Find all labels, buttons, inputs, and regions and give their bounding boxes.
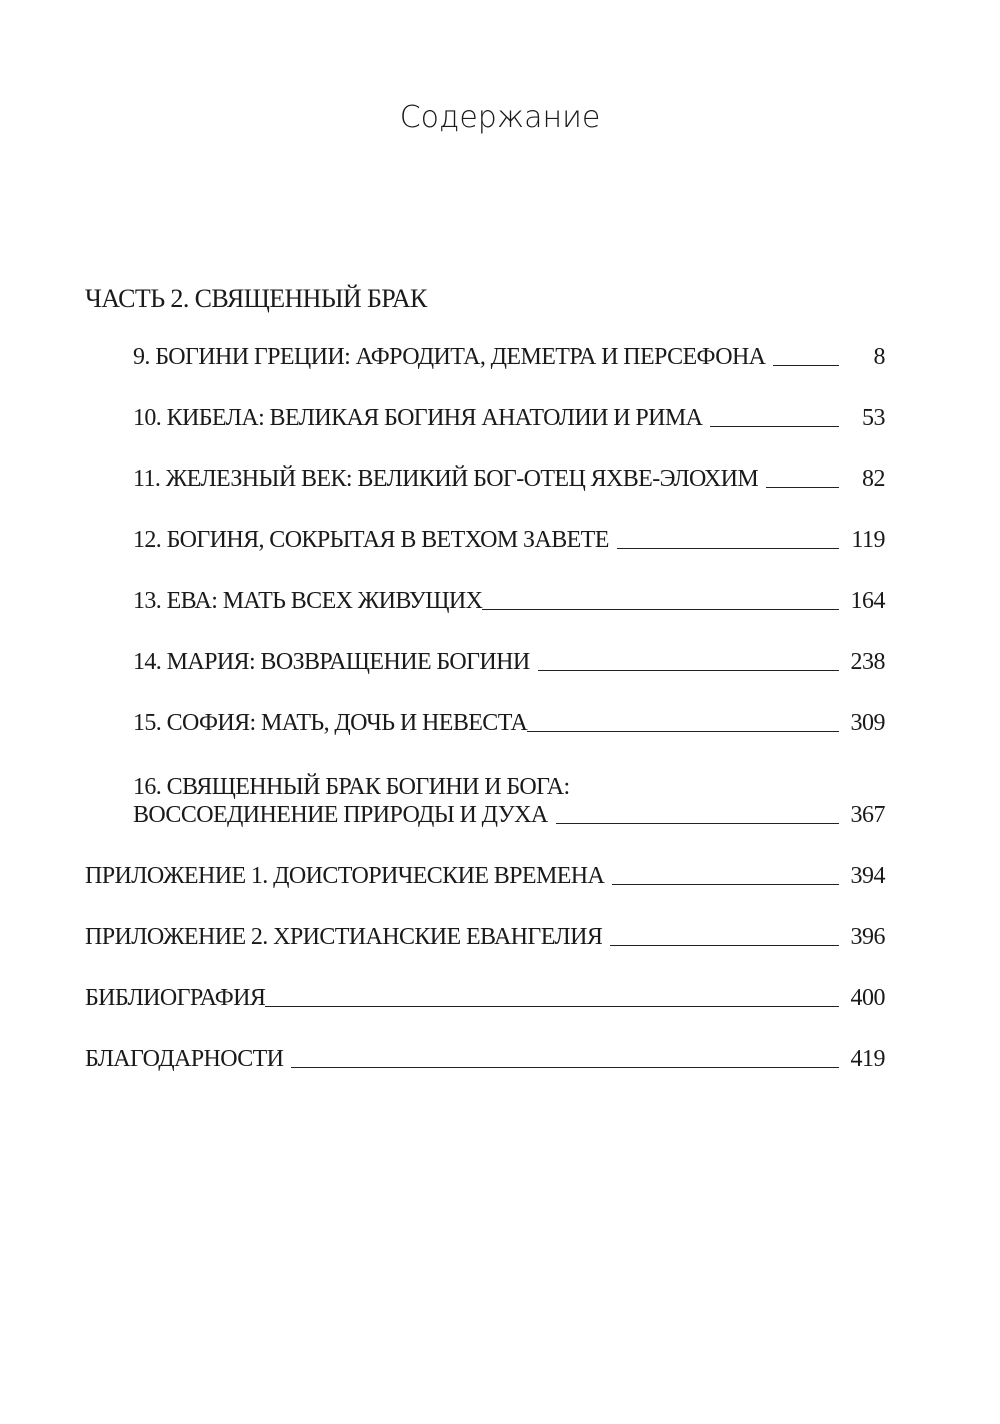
page-title: Содержание [399, 100, 601, 135]
toc-entry-label: 15. СОФИЯ: МАТЬ, ДОЧЬ И НЕВЕСТА [133, 710, 528, 736]
toc-entry-page: 309 [850, 710, 885, 736]
toc-entry-label: 14. МАРИЯ: ВОЗВРАЩЕНИЕ БОГИНИ [133, 649, 530, 675]
toc-entry[interactable] [85, 985, 885, 1012]
toc-entry[interactable] [85, 924, 885, 951]
toc-entry[interactable] [133, 588, 885, 615]
toc-entry-label: 9. БОГИНИ ГРЕЦИИ: АФРОДИТА, ДЕМЕТРА И ПЕРСЕФОНА [133, 344, 766, 370]
leader-line [538, 670, 839, 671]
toc-entry-page: 119 [851, 527, 885, 553]
leader-line [527, 731, 839, 732]
toc-entry-label: БИБЛИОГРАФИЯ [85, 985, 266, 1011]
toc-entry-page: 53 [862, 405, 885, 431]
toc-entry[interactable] [85, 1046, 885, 1073]
toc-entry[interactable] [133, 710, 885, 737]
toc-entry-label: БЛАГОДАРНОСТИ [85, 1046, 284, 1072]
toc-entry-label: ПРИЛОЖЕНИЕ 1. ДОИСТОРИЧЕСКИЕ ВРЕМЕНА [85, 863, 605, 889]
toc-entry[interactable] [85, 863, 885, 890]
toc-entry-label: 10. КИБЕЛА: ВЕЛИКАЯ БОГИНЯ АНАТОЛИИ И РИМА [133, 405, 703, 431]
toc-entry-page: 400 [850, 985, 885, 1011]
leader-line [617, 548, 839, 549]
leader-line [556, 823, 839, 824]
leader-line [265, 1006, 839, 1007]
toc-entry-label: 12. БОГИНЯ, СОКРЫТАЯ В ВЕТХОМ ЗАВЕТЕ [133, 527, 609, 553]
leader-line [710, 426, 839, 427]
leader-line [766, 487, 839, 488]
leader-line [773, 365, 839, 366]
part-heading: ЧАСТЬ 2. СВЯЩЕННЫЙ БРАК [85, 284, 427, 313]
toc-entry-label: 13. ЕВА: МАТЬ ВСЕХ ЖИВУЩИХ [133, 588, 483, 614]
toc-entry[interactable] [133, 466, 885, 493]
leader-line [291, 1067, 839, 1068]
toc-entry-line1: 16. СВЯЩЕННЫЙ БРАК БОГИНИ И БОГА: [133, 774, 570, 800]
toc-entry-page: 396 [850, 924, 885, 950]
toc-entry-page: 367 [850, 802, 885, 828]
toc-entry-label: ПРИЛОЖЕНИЕ 2. ХРИСТИАНСКИЕ ЕВАНГЕЛИЯ [85, 924, 603, 950]
toc-entry-page: 238 [850, 649, 885, 675]
toc-entry-page: 82 [862, 466, 885, 492]
toc-entry[interactable] [133, 802, 885, 829]
toc-entry-page: 8 [873, 344, 885, 370]
leader-line [612, 884, 839, 885]
leader-line [482, 609, 839, 610]
toc-entry-label: 11. ЖЕЛЕЗНЫЙ ВЕК: ВЕЛИКИЙ БОГ-ОТЕЦ ЯХВЕ-ЭЛОХИМ [133, 466, 759, 492]
toc-entry-page: 419 [850, 1046, 885, 1072]
toc-entry[interactable] [133, 527, 885, 554]
toc-entry-page: 394 [850, 863, 885, 889]
toc-entry-page: 164 [850, 588, 885, 614]
toc-entry[interactable] [133, 344, 885, 371]
toc-entry[interactable] [133, 649, 885, 676]
leader-line [610, 945, 839, 946]
toc-entry-label: ВОССОЕДИНЕНИЕ ПРИРОДЫ И ДУХА [133, 802, 548, 828]
toc-entry[interactable] [133, 405, 885, 432]
